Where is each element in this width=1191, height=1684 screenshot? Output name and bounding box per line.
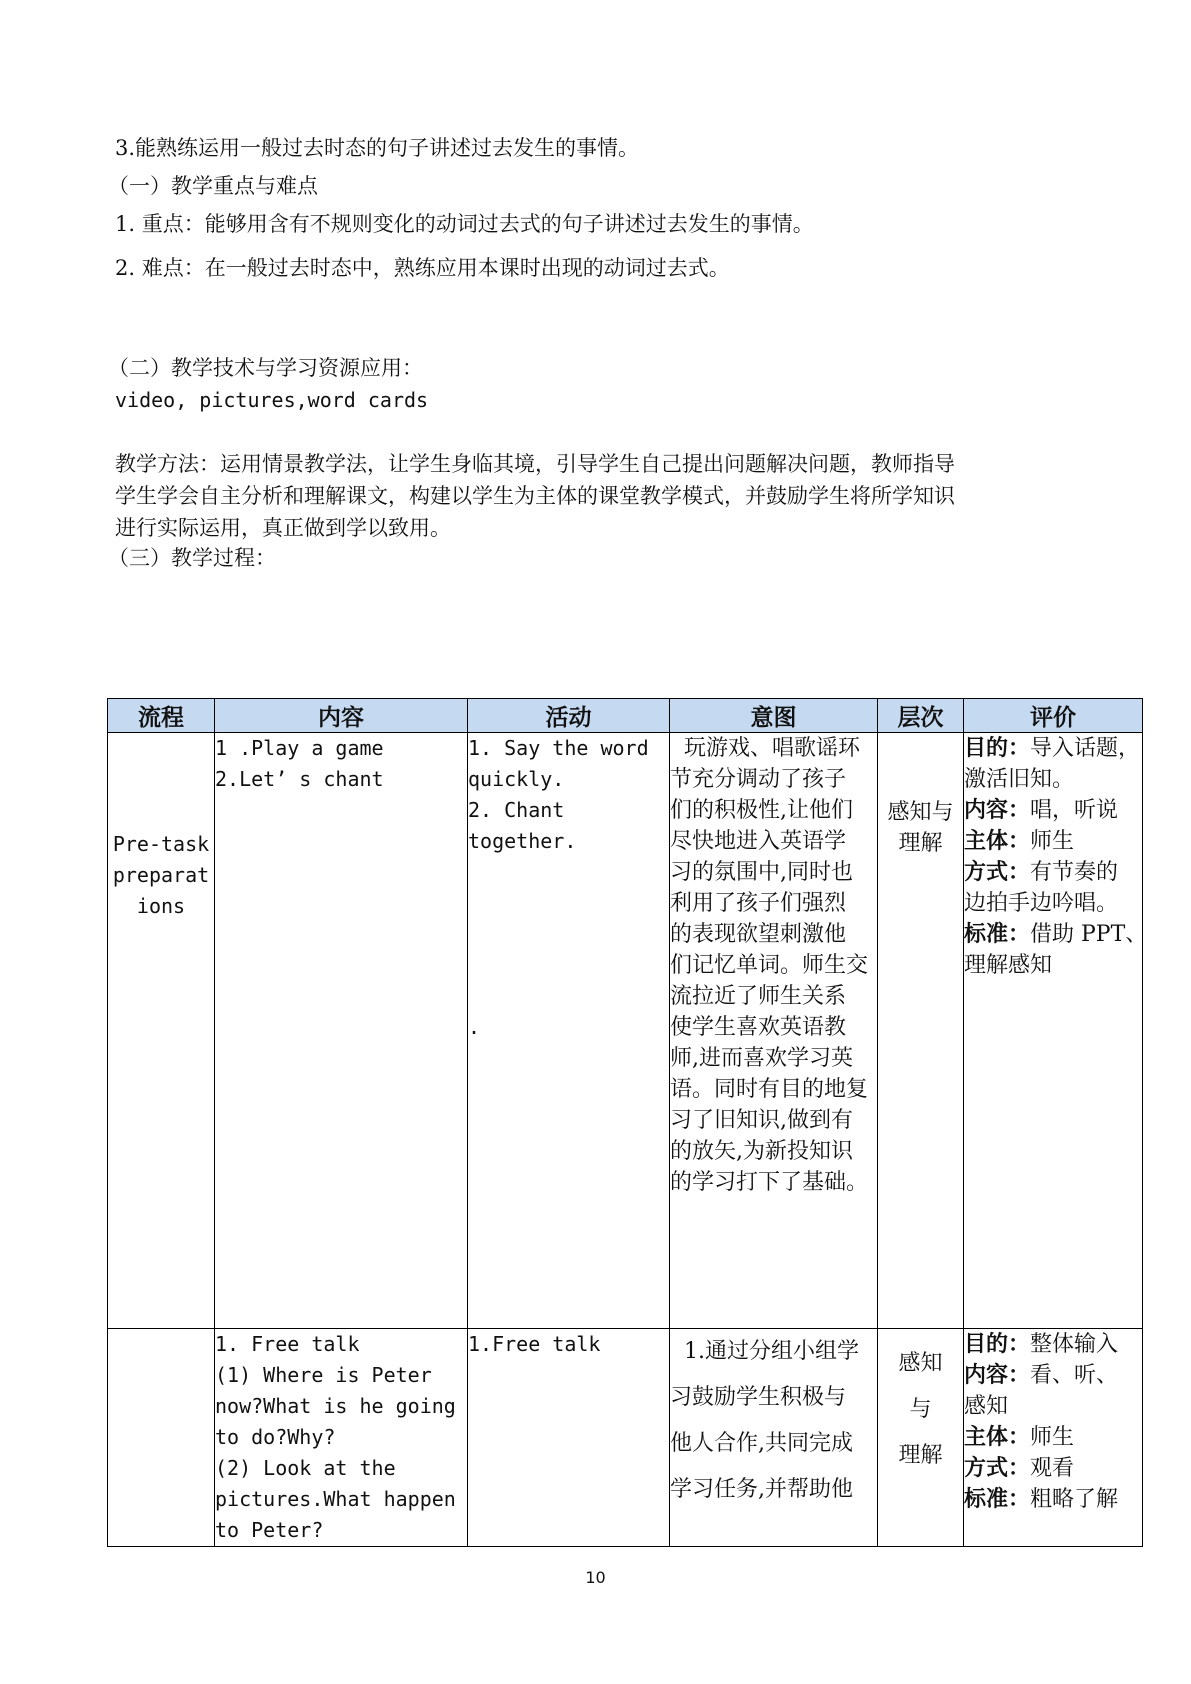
header-activity: 活动 [468,699,670,733]
eval-line [964,764,1142,795]
intent-line: 的学习打下了基础。 [670,1170,869,1195]
eval-line [964,1360,1142,1391]
teaching-methods [115,448,1095,544]
evaluation-cell [964,1329,1143,1547]
content-line: (2) Look at the [215,1456,396,1480]
level-cell [878,733,964,1329]
teaching-process-table [107,698,1148,1547]
eval-line [964,1484,1142,1515]
content-line: 1 .Play a game [215,736,384,760]
activity-line: 1. Say the word [468,736,649,760]
stage-cell [108,1329,215,1547]
header-process: 流程 [108,699,215,733]
intent-line: 学习任务,并帮助他 [670,1477,853,1502]
stage-cell [108,733,215,1329]
intent-line: 的放矢,为新投知识 [670,1139,853,1164]
table-header-row [108,699,1143,733]
eval-text: 借助 PPT、 [1030,922,1148,947]
eval-text: 师生 [1030,829,1075,854]
intent-line: 1.通过分组小组学 [670,1339,859,1364]
section-3-title: （三）教学过程： [108,546,276,570]
content-cell [215,733,468,1329]
eval-text: 理解感知 [964,953,1053,978]
intent-cell [670,733,878,1329]
intent-line: 他人合作,共同完成 [670,1431,853,1456]
intent-line: 玩游戏、唱歌谣环 [670,736,860,761]
stage-line: ions [136,894,186,918]
eval-line [964,826,1142,857]
eval-label: 主体： [964,829,1031,854]
eval-text: 粗略了解 [1030,1487,1119,1512]
resources: video, pictures,word cards [115,388,429,412]
level-line: 理解 [898,831,943,856]
intent-line: 尽快地进入英语学 [670,829,847,854]
intent-line: 使学生喜欢英语教 [670,1015,847,1040]
content-line: pictures.What happen [215,1487,456,1511]
eval-line [964,1329,1142,1360]
eval-text: 导入话题， [1030,736,1141,761]
stage-line: preparat [112,863,210,887]
content-line: to Peter? [215,1518,324,1542]
activity-line: 1.Free talk [468,1332,601,1356]
section-1-title: （一）教学重点与难点 [108,174,318,198]
content-line: 1. Free talk [215,1332,360,1356]
table-row [108,733,1143,1329]
intent-line: 利用了孩子们强烈 [670,891,847,916]
eval-text: 有节奏的 [1030,860,1119,885]
eval-label: 标准： [964,1487,1031,1512]
content-line: to do?Why? [215,1425,336,1449]
difficulty: 2. 难点：在一般过去时态中，熟练应用本课时出现的动词过去式。 [115,256,730,280]
intent-line: 的表现欲望刺激他 [670,922,847,947]
eval-line [964,950,1142,981]
eval-label: 目的： [964,1332,1031,1357]
methods-line: 学生学会自主分析和理解课文，构建以学生为主体的课堂教学模式，并鼓励学生将所学知识 [115,484,955,508]
eval-text: 感知 [964,1394,1009,1419]
eval-text: 看、听、 [1030,1363,1119,1388]
intent-line: 习的氛围中,同时也 [670,860,853,885]
table-row [108,1329,1143,1547]
eval-label: 内容： [964,798,1031,823]
evaluation-cell [964,733,1148,1329]
eval-text: 整体输入 [1030,1332,1119,1357]
intent-line: 习了旧知识,做到有 [670,1108,853,1133]
eval-text: 边拍手边吟唱。 [964,891,1119,916]
section-2-title: （二）教学技术与学习资源应用： [108,356,423,380]
content-line: now?What is he going [215,1394,456,1418]
eval-line [964,795,1142,826]
objective-3: 3.能熟练运用一般过去时态的句子讲述过去发生的事情。 [115,136,640,160]
intent-line: 流拉近了师生关系 [670,984,847,1009]
header-evaluation: 评价 [964,699,1143,733]
eval-line [964,1391,1142,1422]
eval-label: 方式： [964,860,1031,885]
stage-line: Pre-task [112,832,210,856]
eval-label: 主体： [964,1425,1031,1450]
intent-line: 师,进而喜欢学习英 [670,1046,853,1071]
intent-line: 节充分调动了孩子 [670,767,847,792]
intent-line: 语。同时有目的地复 [670,1077,869,1102]
content-line: (1) Where is Peter [215,1363,432,1387]
eval-label: 方式： [964,1456,1031,1481]
activity-cell [468,1329,670,1547]
eval-line [964,1422,1142,1453]
intent-line: 们的积极性,让他们 [670,798,853,823]
eval-text: 师生 [1030,1425,1075,1450]
content-cell [215,1329,468,1547]
eval-text: 唱，听说 [1030,798,1119,823]
header-content: 内容 [215,699,468,733]
eval-label: 目的： [964,736,1031,761]
header-level: 层次 [878,699,964,733]
page-number: 10 [585,1568,606,1587]
eval-line [964,888,1142,919]
activity-line: together. [468,829,577,853]
eval-line [964,919,1148,950]
eval-text: 激活旧知。 [964,767,1075,792]
level-line: 感知与 [887,800,954,825]
eval-line [964,733,1142,764]
eval-label: 内容： [964,1363,1031,1388]
eval-line [964,1453,1142,1484]
content-line: 2.Let’ s chant [215,767,384,791]
eval-label: 标准： [964,922,1031,947]
methods-line: 进行实际运用，真正做到学以致用。 [115,516,451,540]
level-line: 理解 [898,1443,943,1468]
level-cell [878,1329,964,1547]
activity-line: 2. Chant [468,798,565,822]
intent-line: 习鼓励学生积极与 [670,1385,847,1410]
activity-dot: . [468,1015,481,1039]
level-line: 感知 [898,1351,943,1376]
key-point: 1. 重点：能够用含有不规则变化的动词过去式的句子讲述过去发生的事情。 [115,212,814,236]
eval-line [964,857,1142,888]
eval-text: 观看 [1030,1456,1075,1481]
methods-line: 教学方法：运用情景教学法，让学生身临其境，引导学生自己提出问题解决问题，教师指导 [115,452,955,476]
intent-cell [670,1329,878,1547]
activity-cell [468,733,670,1329]
header-intent: 意图 [670,699,878,733]
activity-line: quickly. [468,767,565,791]
level-line: 与 [909,1397,932,1422]
intent-line: 们记忆单词。师生交 [670,953,869,978]
